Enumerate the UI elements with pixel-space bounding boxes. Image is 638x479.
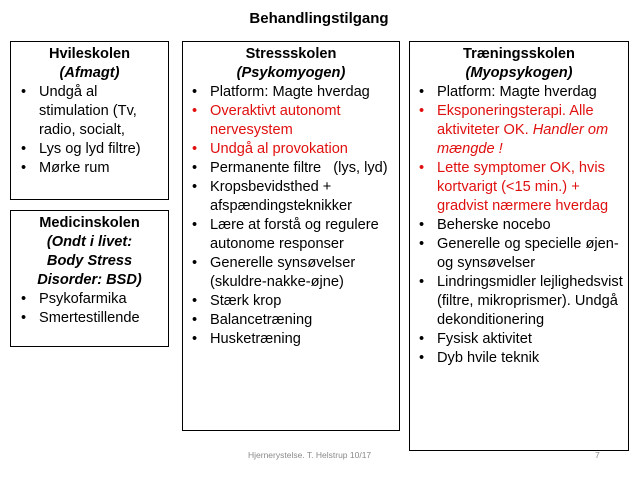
list-item: • Balancetræning <box>192 312 313 328</box>
traeningsskolen-title: Træningsskolen <box>463 46 575 62</box>
list-item: • Platform: Magte hverdag <box>192 84 370 100</box>
medicinskolen-title: Medicinskolen <box>39 215 140 231</box>
list-item: • Generelle synsøvelser (skuldre-nakke-øjne) <box>192 255 356 290</box>
traeningsskolen-subtitle: (Myopsykogen) <box>465 65 573 81</box>
medicinskolen-subtitle-line: Disorder: BSD) <box>37 272 142 288</box>
list-item: • Stærk krop <box>192 293 282 309</box>
medicinskolen-box <box>10 210 169 347</box>
list-item: • Undgå al provokation <box>192 141 348 157</box>
list-item: • Psykofarmika <box>21 291 127 307</box>
list-item: • Eksponeringsterapi. Alle aktiviteter OK. Handler om mængde ! <box>419 103 609 157</box>
hvileskolen-box <box>10 41 169 200</box>
list-item: • Smertestillende <box>21 310 140 326</box>
stressskolen-box <box>182 41 400 431</box>
traeningsskolen-box <box>409 41 629 451</box>
stressskolen-subtitle: (Psykomyogen) <box>236 65 346 81</box>
list-item: • Undgå al stimulation (Tv, radio, socialt, <box>21 84 137 138</box>
hvileskolen-title: Hvileskolen <box>48 46 131 62</box>
footer-text: Hjernerystelse. T. Helstrup 10/17 <box>248 450 372 460</box>
medicinskolen-list <box>17 290 162 328</box>
hvileskolen-subtitle: (Afmagt) <box>59 65 120 81</box>
list-item: • Generelle og specielle øjen- og synsøvelser <box>419 236 619 271</box>
list-item: • Fysisk aktivitet <box>419 331 532 347</box>
list-item: • Dyb hvile teknik <box>419 350 540 366</box>
medicinskolen-subtitle-line: (Ondt i livet: <box>46 234 133 250</box>
list-item: • Husketræning <box>192 331 301 347</box>
list-item: • Kropsbevidsthed + afspændingsteknikker <box>192 179 352 214</box>
list-item: • Permanente filtre (lys, lyd) <box>192 160 388 176</box>
hvileskolen-list <box>17 83 162 178</box>
list-item: • Beherske nocebo <box>419 217 551 233</box>
traeningsskolen-list <box>415 83 623 368</box>
list-item: • Lys og lyd filtre) <box>21 141 141 157</box>
stressskolen-list <box>188 83 394 349</box>
medicinskolen-subtitle-line: Body Stress <box>46 253 133 269</box>
list-item: • Overaktivt autonomt nervesystem <box>192 103 341 138</box>
list-item: • Lette symptomer OK, hvis kortvarigt (<15 min.) + gradvist nærmere hverdag <box>419 160 609 214</box>
list-item: • Mørke rum <box>21 160 110 176</box>
slide-title: Behandlingstilgang <box>249 10 389 27</box>
list-item: • Platform: Magte hverdag <box>419 84 597 100</box>
list-item: • Lindringsmidler lejlighedsvist (filtre, mikroprismer). Undgå dekonditionering <box>419 274 623 328</box>
list-item: • Lære at forstå og regulere autonome responser <box>192 217 379 252</box>
page-number: 7 <box>595 450 600 460</box>
stressskolen-title: Stressskolen <box>245 46 337 62</box>
